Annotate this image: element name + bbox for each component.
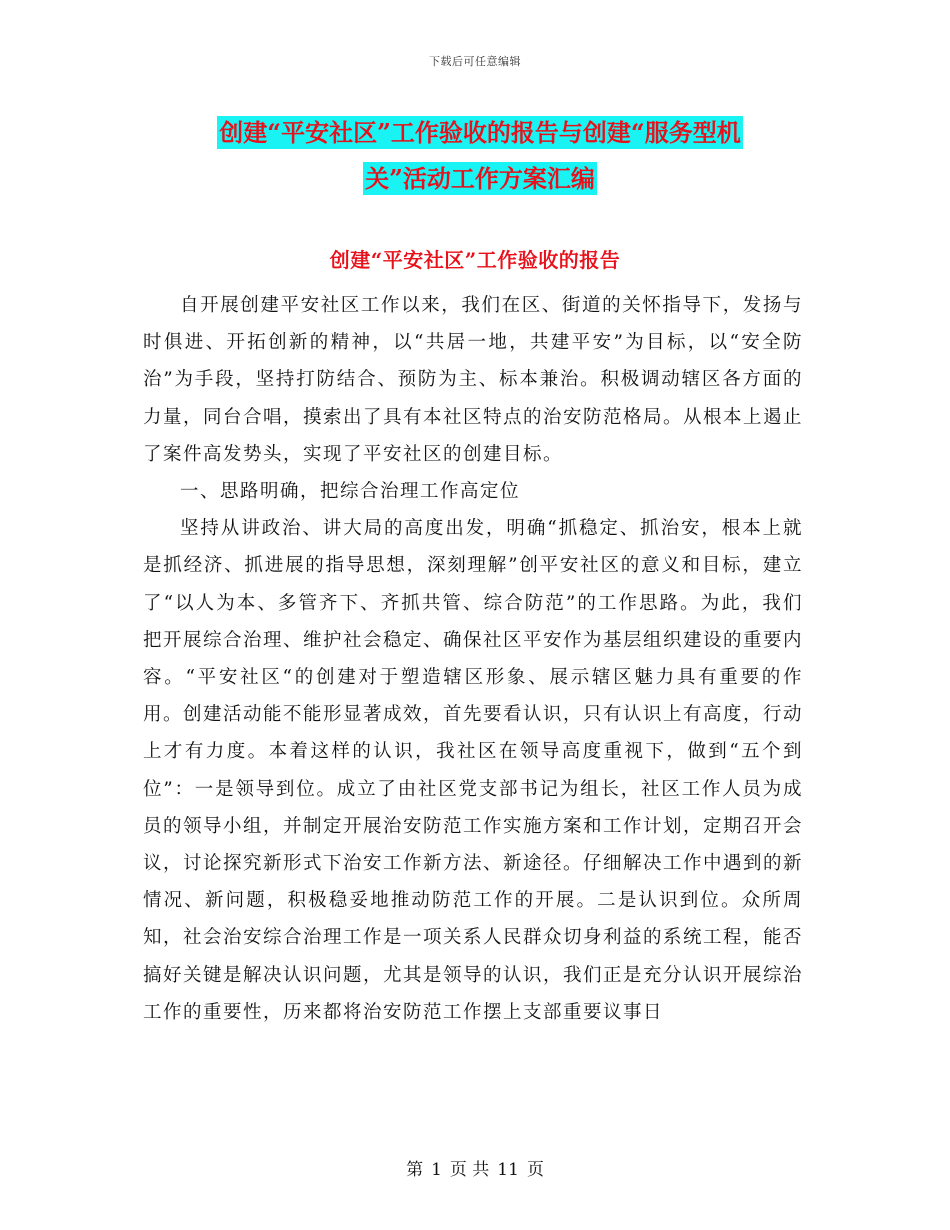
footer-prefix: 第 bbox=[406, 1160, 424, 1180]
document-title bbox=[140, 110, 820, 202]
paragraph-heading-1: 一、思路明确，把综合治理工作高定位 bbox=[180, 481, 521, 503]
footer-middle: 页 共 bbox=[449, 1160, 490, 1180]
footer-total-pages: 11 bbox=[497, 1160, 519, 1180]
paragraph-main: 坚持从讲政治、讲大局的高度出发，明确“抓稳定、抓治安，根本上就是抓经济、抓进展的指导思想，深刻理解”创平安社区的意义和目标，建立了“以人为本、多管齐下、齐抓共管、综合防范”的工作思路。为此，我们把开展综合治理、维护社会稳定、确保社区平安作为基层组织建设的重要内容。“平安社区“的创建对于塑造辖区形象、展示辖区魅力具有重要的作用。创建活动能不能形显著成效，首先要看认识，只有认识上有高度，行动上才有力度。本着这样的认识，我社区在领导高度重视下，做到“五个到位”：一是领导到位。成立了由社区党支部书记为组长，社区工作人员为成员的领导小组，并制定开展治安防范工作实施方案和工作计划，定期召开会议，讨论探究新形式下治安工作新方法、新途径。仔细解决工作中遇到的新情况、新问题，积极稳妥地推动防范工作的开展。二是认识到位。众所周知，社会治安综合治理工作是一项关系人民群众切身利益的系统工程，能否搞好关键是解决认识问题，尤其是领导的认识，我们正是充分认识开展综治工作的重要性，历来都将治安防范工作摆上支部重要议事日 bbox=[143, 518, 804, 1023]
title-line-2: 关”活动工作方案汇编 bbox=[365, 164, 595, 193]
document-body bbox=[143, 287, 803, 1031]
section-title: 创建“平安社区”工作验收的报告 bbox=[329, 248, 621, 272]
footer-suffix: 页 bbox=[526, 1160, 544, 1180]
page-footer bbox=[0, 1155, 950, 1180]
footer-page-number: 1 bbox=[431, 1160, 442, 1180]
download-note: 下载后可任意编辑 bbox=[429, 55, 521, 68]
title-line-1: 创建“平安社区”工作验收的报告与创建“服务型机 bbox=[219, 118, 741, 147]
paragraph-intro: 自开展创建平安社区工作以来，我们在区、街道的关怀指导下，发扬与时俱进、开拓创新的精神，以“共居一地，共建平安”为目标，以“安全防治”为手段，坚持打防结合、预防为主、标本兼治。积极调动辖区各方面的力量，同台合唱，摸索出了具有本社区特点的治安防范格局。从根本上遏止了案件高发势头，实现了平安社区的创建目标。 bbox=[143, 295, 804, 465]
